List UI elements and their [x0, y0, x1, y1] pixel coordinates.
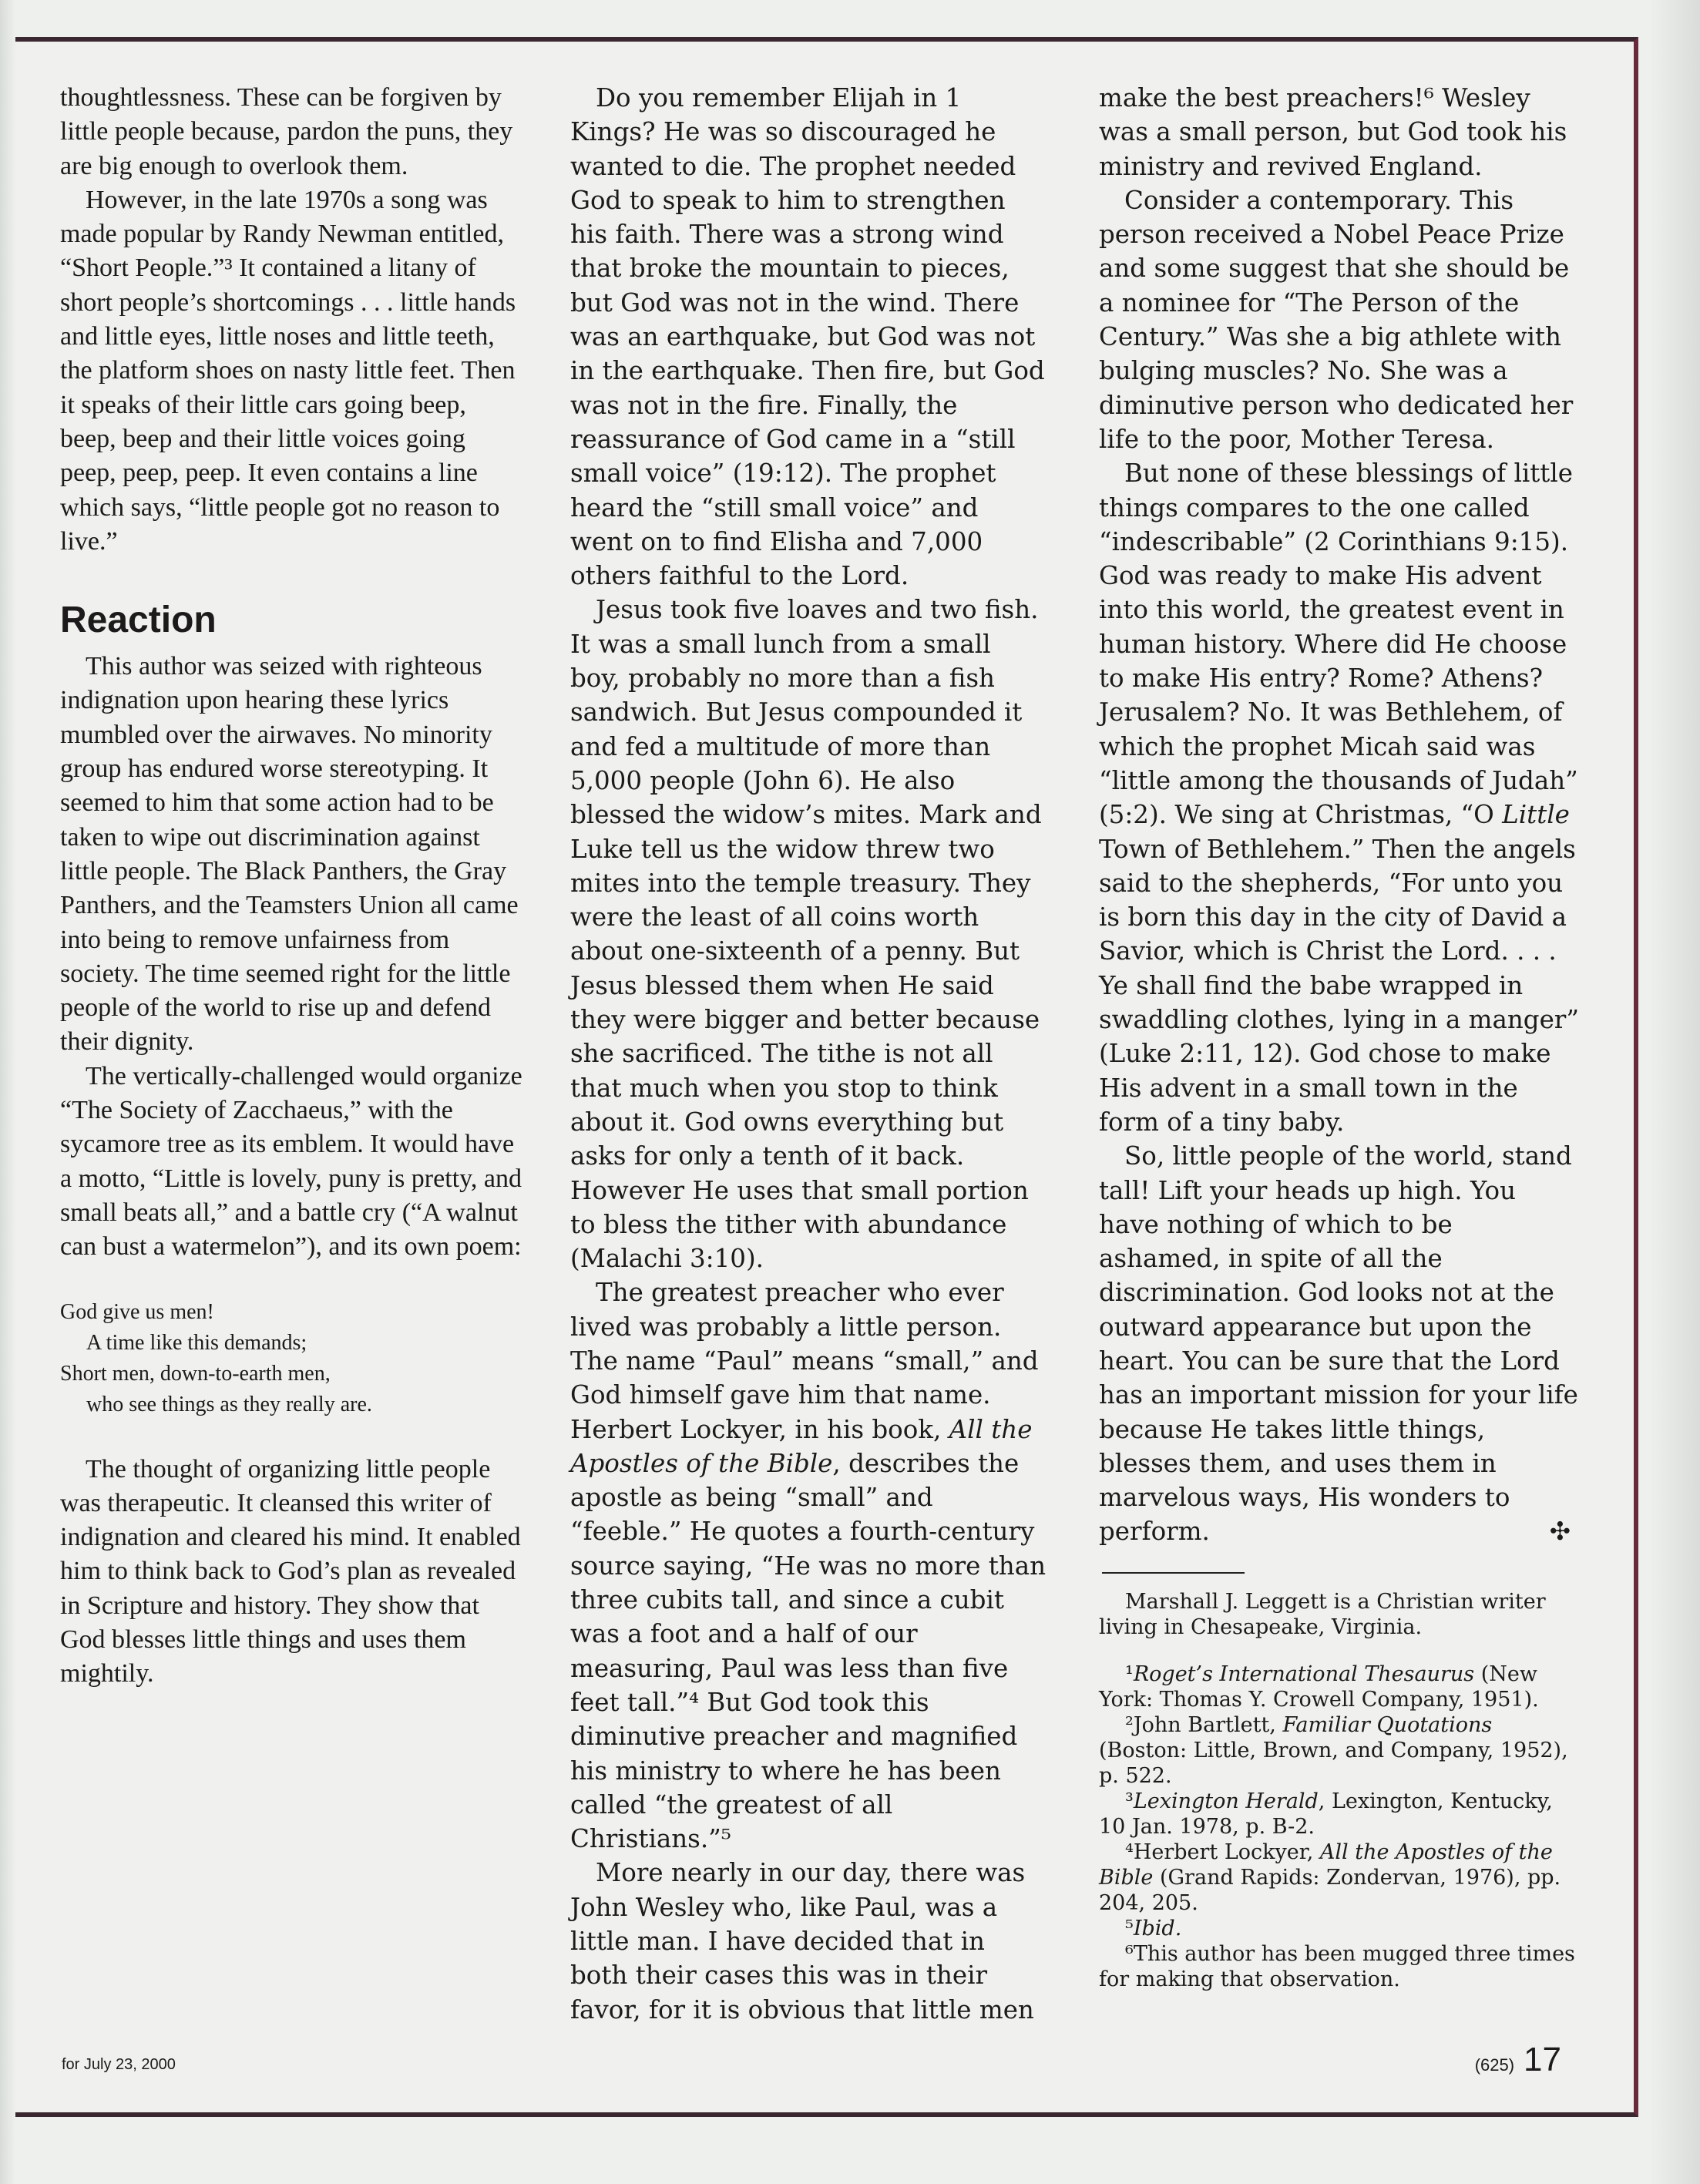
issue-date: for July 23, 2000	[62, 2056, 176, 2073]
paragraph: Jesus took five loaves and two fish. It was a small lunch from a small boy, probably no more than a fish sandwich. But Jesus compounded it and fed a multitude of more than 5,000 people (John 6). He also blessed the widow’s mites. Mark and Luke tell us the widow threw two mites into the temple treasury. They were the least of all coins worth about one-sixteenth of a penny. But Jesus blessed them when He said they were bigger and better because she sacrificed. The tithe is not all that much when you stop to think about it. God owns everything but asks for only a tenth of it back. However He uses that small portion to bless the tither with abundance (Malachi 3:10).	[570, 595, 1042, 1274]
footnote	[1099, 1662, 1581, 1712]
footnote: ⁶This author has been mugged three times for making that observation.	[1099, 1941, 1575, 1991]
paragraph	[1099, 456, 1581, 1139]
footnote	[1099, 1840, 1581, 1916]
footnote-text: (Boston: Little, Brown, and Company, 1952), p. 522.	[1099, 1738, 1568, 1788]
footnote-text: (Grand Rapids: Zondervan, 1976), pp. 204, 205.	[1099, 1865, 1561, 1915]
text-run: Town of Bethlehem.” Then the angels said to the shepherds, “For unto you is born this day in the city of David a Savior, which is Christ the Lord. . . . Ye shall find the babe wrapped in swaddling clothes, lying in a manger” (Luke 2:11, 12). God chose to make His advent in a small town in the form of a tiny baby.	[1099, 834, 1579, 1137]
author-bio: Marshall J. Leggett is a Christian writer living in Chesapeake, Virginia.	[1099, 1589, 1546, 1639]
paragraph: More nearly in our day, there was John Wesley who, like Paul, was a little man. I have decided that in both their cases this was in their favor, for it is obvious that little men	[570, 1858, 1034, 2024]
footnote	[1099, 1712, 1581, 1789]
issue-page-number: (625)	[1474, 2055, 1515, 2075]
footnote-title: Familiar Quotations	[1282, 1712, 1493, 1737]
footnote-marker: ¹	[1125, 1662, 1134, 1686]
paragraph: thoughtlessness. These can be forgiven by little people because, pardon the puns, they are big enough to overlook them.	[60, 83, 513, 180]
paragraph: Do you remember Elijah in 1 Kings? He was so discouraged he wanted to die. The prophet needed God to speak to him to strengthen his faith. There was a strong wind that broke the mountain to pieces, but God was not in the wind. There was an earthquake, but God was not in the earthquake. Then fire, but God was not in the fire. Finally, the reassurance of God came in a “still small voice” (19:12). The prophet heard the “still small voice” and went on to find Elisha and 7,000 others faithful to the Lord.	[570, 83, 1045, 591]
book-title: All the Apostles of the Bible	[570, 1414, 1033, 1478]
paragraph: This author was seized with righteous indignation upon hearing these lyrics mumbled over the airwaves. No minority group has endured worse stereotyping. It seemed to him that some action had to be taken to wipe out discrimination against little people. The Black Panthers, the Gray Panthers, and the Teamsters Union all came into being to remove unfairness from society. The time seemed right for the little people of the world to rise up and defend their dignity.	[60, 652, 519, 1057]
column-1	[60, 81, 522, 1692]
poem-line: A time like this demands;	[86, 1330, 307, 1355]
footnote-title: All the Apostles of the Bible	[1099, 1840, 1553, 1890]
page-number: 17	[1524, 2041, 1561, 2078]
column-2	[570, 81, 1048, 2027]
footnote-marker: ³	[1125, 1789, 1134, 1813]
end-mark-icon: ✣	[1549, 1517, 1571, 1547]
paragraph	[1099, 1139, 1581, 1549]
paragraph: make the best preachers!⁶ Wesley was a small person, but God took his ministry and revived England.	[1099, 83, 1567, 181]
footnote-text: (New York: Thomas Y. Crowell Company, 1951).	[1099, 1662, 1539, 1712]
paragraph	[570, 1275, 1048, 1856]
text-run: , describes the apostle as being “small” and “feeble.” He quotes a fourth-century source saying, “He was no more than three cubits tall, and since a cubit was a foot and a half of our measuring, Paul was less than five feet tall.”⁴ But God took this diminutive preacher and magnified his ministry to where he has been called “the greatest of all Christians.”⁵	[570, 1448, 1047, 1854]
section-heading: Reaction	[60, 600, 217, 641]
poem-line: God give us men!	[60, 1299, 214, 1324]
text-run: But none of these blessings of little things compares to the one called “indescribable” (2 Corinthians 9:15). God was ready to make His advent into this world, the greatest event in human history. Where did He choose to make His entry? Rome? Athens? Jerusalem? No. It was Bethlehem, of which the prophet Micah said was “little among the thousands of Judah” (5:2). We sing at Christmas, “O	[1099, 459, 1578, 830]
footnote-text: , Lexington, Kentucky, 10 Jan. 1978, p. B-2.	[1099, 1789, 1553, 1839]
paragraph: The thought of organizing little people was therapeutic. It cleansed this writer of indignation and cleared his mind. It enabled him to think back to God’s plan as revealed in Scripture and history. They show that God blesses little things and uses them mightily.	[60, 1454, 521, 1688]
footnotes	[1099, 1589, 1581, 1992]
poem	[60, 1297, 522, 1420]
footnote-rule	[1102, 1572, 1245, 1574]
footnote	[1099, 1916, 1581, 1941]
poem-line: who see things as they really are.	[86, 1392, 372, 1416]
paragraph: The vertically-challenged would organize “The Society of Zacchaeus,” with the sycamore tree as its emblem. It would have a motto, “Little is lovely, puny is pretty, and small beats all,” and a battle cry (“A walnut can bust a watermelon”), and its own poem:	[60, 1061, 522, 1262]
text-run: The greatest preacher who ever lived was probably a little person. The name “Paul” means “small,” and God himself gave him that name. Herbert Lockyer, in his book,	[570, 1278, 1039, 1444]
footnote-marker: ⁵	[1125, 1916, 1134, 1940]
footnote	[1099, 1789, 1581, 1840]
poem-line: Short men, down-to-earth men,	[60, 1361, 331, 1386]
footnote-title: Lexington Herald	[1133, 1789, 1319, 1813]
paragraph: However, in the late 1970s a song was made popular by Randy Newman entitled, “Short People.”³ It contained a litany of short people’s shortcomings . . . little hands and little eyes, little noses and little teeth, the platform shoes on nasty little feet. Then it speaks of their little cars going beep, beep, beep and their little voices going peep, peep, peep. It even contains a line which says, “little people got no reason to live.”	[60, 185, 516, 556]
column-3	[1099, 81, 1581, 1992]
text-run: So, little people of the world, stand tall! Lift your heads up high. You have nothing of which to be ashamed, in spite of all the discrimination. God looks not at the outward appearance but upon the heart. You can be sure that the Lord has an important mission for your life because He takes little things, blesses them, and uses them in marvelous ways, His wonders to perform.	[1099, 1141, 1578, 1547]
emphasis: Little	[1502, 800, 1570, 830]
footnote-text: ²John Bartlett,	[1125, 1712, 1283, 1737]
footnote-title: Roget’s International Thesaurus	[1133, 1662, 1475, 1686]
page-folio	[1475, 2041, 1561, 2079]
footnote-title: Ibid.	[1133, 1916, 1182, 1940]
footnote-text: ⁴Herbert Lockyer,	[1125, 1840, 1320, 1864]
paragraph: Consider a contemporary. This person received a Nobel Peace Prize and some suggest that she should be a nominee for “The Person of the Century.” Was she a big athlete with bulging muscles? No. She was a diminutive person who dedicated her life to the poor, Mother Teresa.	[1099, 185, 1574, 454]
